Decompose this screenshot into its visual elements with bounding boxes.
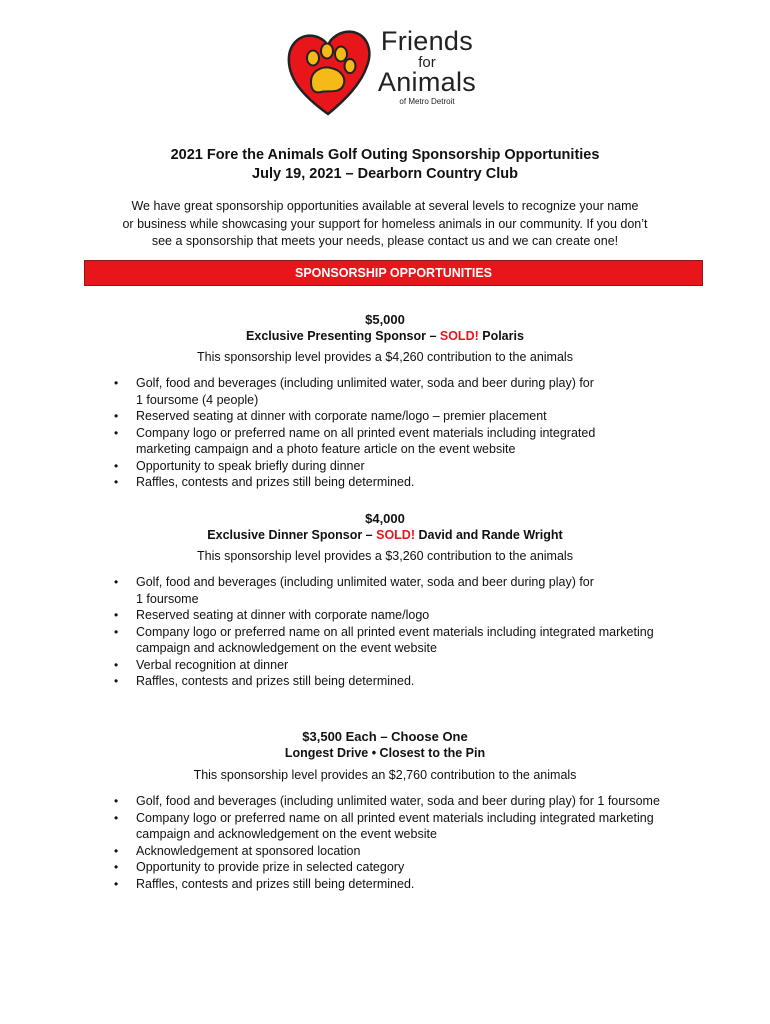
tier-price: $5,000 [365, 312, 405, 327]
tier-title: Longest Drive • Closest to the Pin [284, 746, 486, 760]
friends-for-animals-logo [283, 26, 483, 122]
tier-presenting [0, 311, 770, 366]
intro-line-3: see a sponsorship that meets your needs, please contact us and we can create one! [151, 234, 619, 248]
logo-word-for: for [418, 54, 436, 71]
tier-dinner-benefits [136, 574, 696, 690]
sponsor-name: Polaris [478, 329, 524, 343]
intro-paragraph [0, 198, 770, 251]
benefit-item: • Raffles, contests and prizes still being determined. [136, 876, 696, 893]
benefit-item: • Company logo or preferred name on all printed event materials including integrated marketing campaign and acknowledgement on the event website [136, 810, 696, 843]
intro-line-1: We have great sponsorship opportunities available at several levels to recognize your name [131, 199, 639, 213]
sponsorship-banner: SPONSORSHIP OPPORTUNITIES [84, 260, 703, 286]
tier-dinner [0, 510, 770, 565]
title-line-2: July 19, 2021 – Dearborn Country Club [252, 166, 518, 182]
logo-word-friends: Friends [380, 26, 474, 56]
logo-word-animals: Animals [377, 67, 477, 97]
benefit-item: • Company logo or preferred name on all printed event materials including integrated marketing campaign and a photo feature article on the event website [136, 425, 696, 458]
tier-title [0, 328, 770, 345]
document-title [0, 146, 770, 184]
tier-price: $4,000 [365, 511, 405, 526]
sponsor-name: David and Rande Wright [415, 528, 563, 542]
benefit-item: • Golf, food and beverages (including unlimited water, soda and beer during play) for 1 foursome [136, 793, 696, 810]
benefit-item: • Opportunity to provide prize in selected category [136, 859, 696, 876]
tier-presenting-benefits [136, 375, 696, 491]
benefit-item: • Company logo or preferred name on all printed event materials including integrated marketing campaign and acknowledgement on the event website [136, 624, 696, 657]
benefit-item: • Opportunity to speak briefly during dinner [136, 458, 696, 475]
tier-title [0, 527, 770, 544]
intro-line-2: or business while showcasing your support for homeless animals in our community. If you don’t [122, 216, 648, 231]
sold-label: SOLD! [439, 329, 479, 343]
logo-wordmark [371, 26, 483, 108]
heart-paw-icon [283, 26, 373, 122]
tier-contest-benefits [136, 793, 696, 892]
benefit-item: • Golf, food and beverages (including unlimited water, soda and beer during play) for 1 foursome (4 people) [136, 375, 696, 408]
benefit-item: • Raffles, contests and prizes still being determined. [136, 474, 696, 491]
benefit-item: • Raffles, contests and prizes still being determined. [136, 673, 696, 690]
tier-name: Exclusive Presenting Sponsor – [246, 329, 440, 343]
benefit-item: • Reserved seating at dinner with corporate name/logo – premier placement [136, 408, 696, 425]
title-line-1: 2021 Fore the Animals Golf Outing Sponsorship Opportunities [170, 147, 600, 163]
tier-contribution: This sponsorship level provides a $3,260 contribution to the animals [197, 549, 573, 563]
tier-contribution: This sponsorship level provides a $4,260 contribution to the animals [197, 350, 573, 364]
tier-contest [0, 728, 770, 784]
tier-name: Exclusive Dinner Sponsor – [207, 528, 377, 542]
benefit-item: • Verbal recognition at dinner [136, 657, 696, 674]
sold-label: SOLD! [376, 528, 415, 542]
tier-contribution: This sponsorship level provides an $2,760 contribution to the animals [193, 768, 577, 782]
benefit-item: • Golf, food and beverages (including unlimited water, soda and beer during play) for 1 foursome [136, 574, 696, 607]
benefit-item: • Reserved seating at dinner with corporate name/logo [136, 607, 696, 624]
benefit-item: • Acknowledgement at sponsored location [136, 843, 696, 860]
logo-tagline: of Metro Detroit [399, 97, 455, 106]
tier-price: $3,500 Each – Choose One [302, 729, 468, 744]
